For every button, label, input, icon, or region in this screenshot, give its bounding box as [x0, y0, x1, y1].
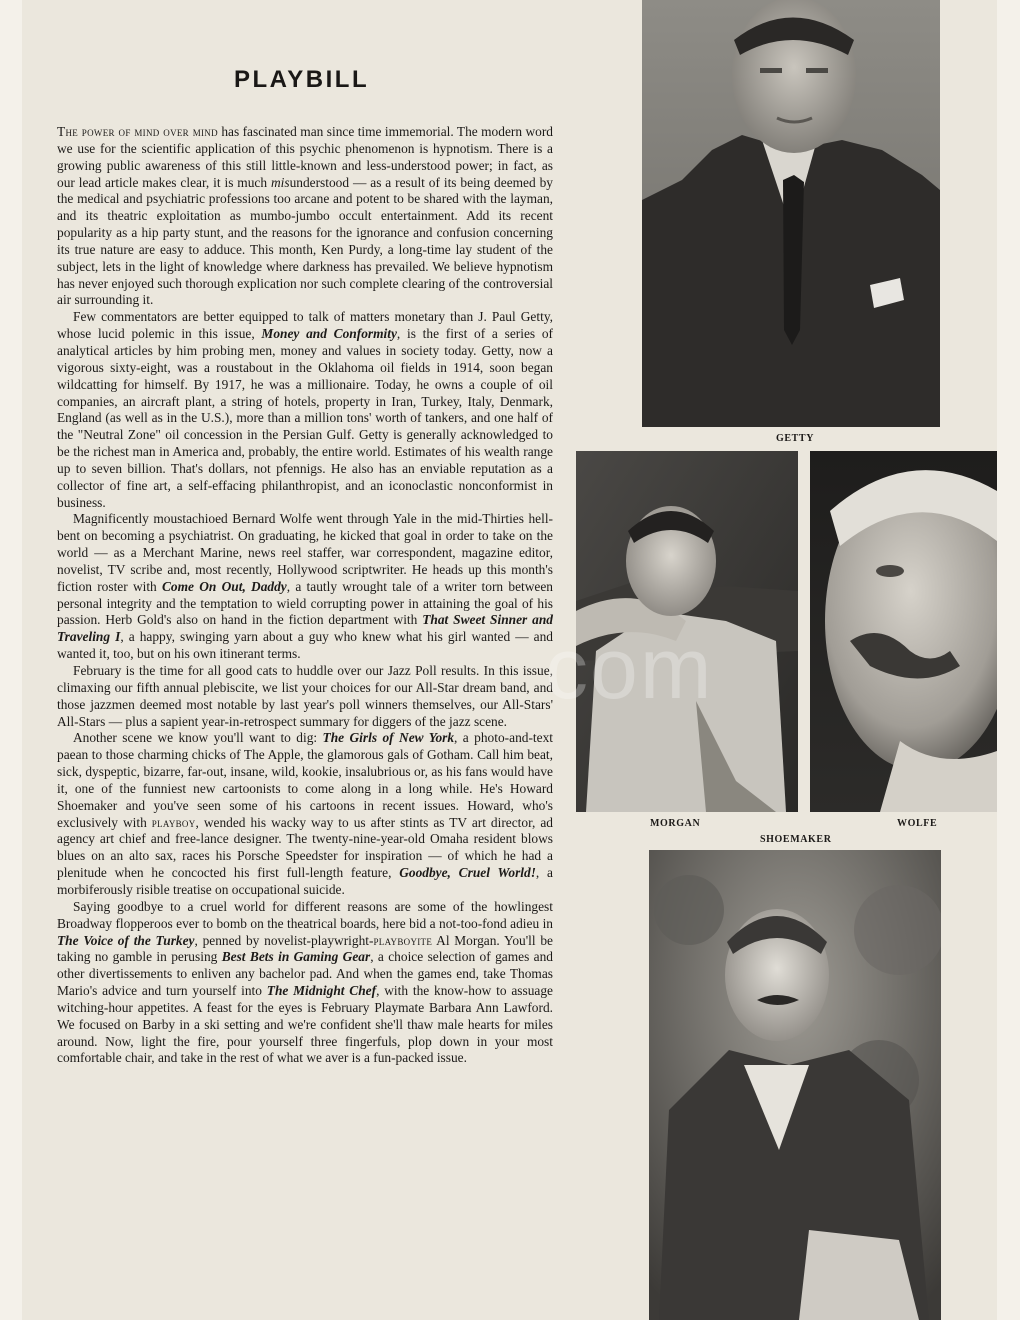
paragraph-wolfe: Magnificently moustachioed Bernard Wolfe went through Yale in the mid-Thirties hell-bent on becoming a psychiatrist. On graduating, he kicked that goal in order to take on the world — as a Merchant Marine, news reel staffer, war correspondent, magazine editor, novelist, TV scribe and, most recently, Hollywood scriptwriter. He heads up this month's fiction roster with Come On Out, Daddy, a tautly wrought tale of a writer torn between personal integrity and the temptation to wield corrupting power in attaining the goal of his passion. Herb Gold's also on hand in the fiction department with That Sweet Sinner and Traveling I, a happy, swinging yarn about a guy who knew what his girl wanted — and wanted it, too, but on his own itinerant terms. — [57, 511, 553, 662]
article-body — [57, 124, 553, 1067]
article-title: Money and Conformity — [261, 326, 397, 342]
magazine-name: playboy — [151, 814, 196, 830]
caption-morgan: MORGAN — [650, 818, 701, 829]
article-title: Goodbye, Cruel World! — [399, 865, 536, 881]
article-title: The Girls of New York — [322, 730, 455, 746]
article-title: The Voice of the Turkey — [57, 932, 195, 948]
article-title: The Midnight Chef — [266, 983, 377, 999]
page-title: PLAYBILL — [234, 66, 370, 93]
paragraph-shoemaker: Another scene we know you'll want to dig: The Girls of New York, a photo-and-text paean to those charming chicks of The Apple, the glamorous gals of Gotham. Call him beat, sick, dyspeptic, bizarre, far-out, insane, wild, kookie, insalubrious or, as his fans would have it, one of the funniest new cartoonists to come along in a long while. He's Howard Shoemaker and you've seen some of his cartoons in recent issues. Howard, who's exclusively with playboy, wended his wacky way to us after stints as TV art director, ad agency art chief and free-lance designer. The twenty-nine-year-old Omaha resident blows blues on an alto sax, races his Porsche Speedster for inspiration — of which he had a plenitude when he concocted his first full-length feature, Goodbye, Cruel World!, a morbiferously risible treatise on occupational suicide. — [57, 730, 554, 897]
article-title: That Sweet Sinner and Traveling I — [57, 612, 553, 645]
getty-photo — [642, 0, 940, 427]
magazine-name: playboyite — [373, 932, 433, 948]
paragraph-morgan: Saying goodbye to a cruel world for different reasons are some of the howlingest Broadway flopperoos ever to bomb on the theatrical boards, here bid a not-too-fond adieu in The Voice of the Turkey, penned by novelist-playwright-playboyite Al Morgan. You'll be taking no gamble in perusing Best Bets in Gaming Gear, a choice selection of games and other divertissements to enliven any bachelor pad. And when the games end, take Thomas Mario's advice and turn yourself into The Midnight Chef, with the know-how to assuage witching-hour appetites. A feast for the eyes is February Playmate Barbara Ann Lawford. We focused on Barby in a ski setting and we're confident she'll thaw male hearts for miles around. Now, light the fire, pour yourself three fingerfuls, plop down in your most comfortable chair, and take in the rest of what we aver is a fun-packed issue. — [57, 898, 553, 1066]
article-title: Come On Out, Daddy — [162, 578, 287, 594]
caption-shoemaker: SHOEMAKER — [760, 834, 832, 845]
lead-in: The power of mind over mind — [57, 124, 218, 139]
paragraph-jazz-poll: February is the time for all good cats to huddle over our Jazz Poll results. In this issue, climaxing our fifth annual plebiscite, we list your choices for our All-Star dream band, and those jazzmen deemed most notable by last year's poll winners themselves, our All-Stars' All-Stars — plus a sapient year-in-retrospect summary for diggers of the jazz scene. — [57, 663, 553, 729]
article-title: Best Bets in Gaming Gear — [221, 949, 371, 965]
shoemaker-photo — [649, 850, 941, 1320]
caption-getty: GETTY — [776, 433, 815, 444]
caption-wolfe: WOLFE — [897, 818, 938, 829]
paragraph-getty: Few commentators are better equipped to talk of matters monetary than J. Paul Getty, whose lucid polemic in this issue, Money and Conformity, is the first of a series of analytical articles by him probing men, money and values in society today. Getty, now a vigorous sixty-eight, was a roustabout in the Oklahoma oil fields in 1914, soon began wildcatting for himself. By 1917, he was a millionaire. Today, he owns a couple of oil companies, an aircraft plant, a string of hotels, property in Iran, Turkey, Italy, Denmark, England (as well as in the U.S.), more than a million tons' worth of tankers, and one half of the "Neutral Zone" oil concession in the Persian Gulf. Getty is generally acknowledged to be the richest man in America and, probably, the entire world. Estimates of his wealth range up to seven billion. That's dollars, not pfennigs. He also has an enviable reputation as a collector of fine art, a self-effacing philanthropist, and an iconoclastic nonconformist in business. — [57, 309, 553, 510]
paragraph-hypnotism: The power of mind over mind has fascinated man since time immemorial. The modern word we use for the scientific application of this psychic phenomenon is hypnotism. There is a growing public awareness of this still little-known and less-understood power; in fact, as our lead article makes clear, it is much misunderstood — as a result of its being deemed by the medical and psychiatric professions too arcane and potent to be shared with the layman, and its theatric exploitation as mumbo-jumbo occult entertainment. Add its recent popularity as a hip party stunt, and the reasons for the ignorance and confusion concerning its true nature are easy to adduce. This month, Ken Purdy, a long-time lay student of the subject, lets in the light of knowledge where darkness has prevailed. We believe hypnotism has never enjoyed such thorough explication nor such complete clearing of the controversial air surrounding it. — [57, 124, 553, 308]
watermark: com — [545, 621, 714, 717]
wolfe-photo — [810, 451, 997, 812]
